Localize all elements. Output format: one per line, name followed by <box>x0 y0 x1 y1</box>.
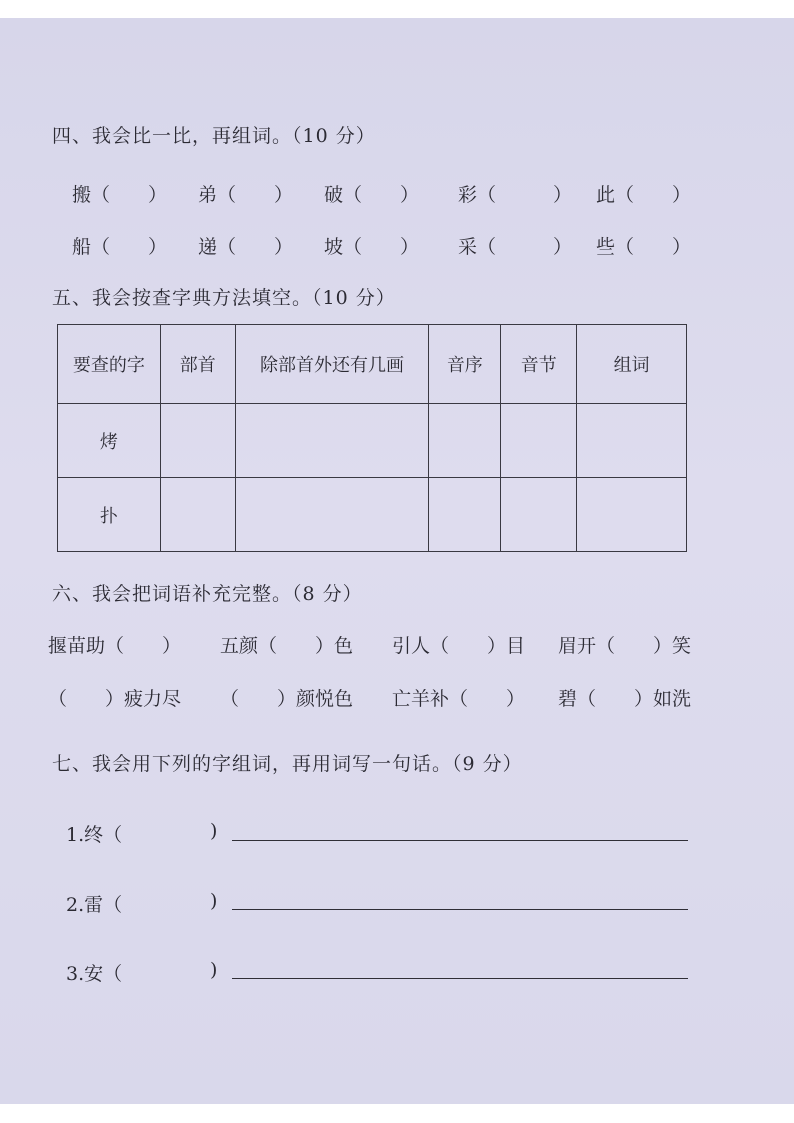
table-row <box>58 478 687 552</box>
s6-idiom: 眉开（ ）笑 <box>558 635 692 657</box>
s7-item-label: 2.雷（ <box>66 894 123 916</box>
section-5-title: 五、我会按查字典方法填空。（10 分） <box>52 287 396 309</box>
s7-item-label: 3.安（ <box>66 963 123 985</box>
s6-idiom: 碧（ ）如洗 <box>558 688 692 710</box>
s6-idiom: 五颜（ ）色 <box>220 635 354 657</box>
answer-line[interactable] <box>232 840 688 841</box>
header-cell: 部首 <box>160 325 235 404</box>
s6-idiom: 亡羊补（ ） <box>392 688 526 710</box>
s4-word: 采（ ） <box>458 236 573 258</box>
s6-idiom: 揠苗助（ ） <box>48 635 182 657</box>
s7-item-close: ) <box>210 890 218 912</box>
answer-cell[interactable] <box>501 404 577 478</box>
s7-item-close: ) <box>210 820 218 842</box>
s4-word: 此（ ） <box>596 184 692 206</box>
s4-word: 船（ ） <box>72 236 168 258</box>
table-header-row <box>58 325 687 404</box>
answer-cell[interactable] <box>235 478 429 552</box>
answer-cell[interactable] <box>577 478 687 552</box>
s6-idiom: （ ）颜悦色 <box>220 688 354 710</box>
section-7-title: 七、我会用下列的字组词，再用词写一句话。（9 分） <box>52 753 523 775</box>
answer-line[interactable] <box>232 978 688 979</box>
s4-word: 彩（ ） <box>458 184 573 206</box>
s7-item-close: ) <box>210 959 218 981</box>
header-cell: 除部首外还有几画 <box>235 325 429 404</box>
answer-cell[interactable] <box>160 404 235 478</box>
answer-cell[interactable] <box>160 478 235 552</box>
header-cell: 音节 <box>501 325 577 404</box>
section-4-title: 四、我会比一比，再组词。（10 分） <box>52 125 376 147</box>
s6-idiom: （ ）疲力尽 <box>48 688 182 710</box>
answer-cell[interactable] <box>429 404 501 478</box>
s4-word: 搬（ ） <box>72 184 168 206</box>
s4-word: 递（ ） <box>198 236 294 258</box>
header-cell: 要查的字 <box>58 325 161 404</box>
answer-cell[interactable] <box>235 404 429 478</box>
section-6-title: 六、我会把词语补充完整。（8 分） <box>52 583 363 605</box>
s7-item-label: 1.终（ <box>66 824 123 846</box>
answer-cell[interactable] <box>429 478 501 552</box>
header-cell: 音序 <box>429 325 501 404</box>
answer-cell[interactable] <box>577 404 687 478</box>
dictionary-table <box>57 324 687 552</box>
s4-word: 破（ ） <box>324 184 420 206</box>
char-cell: 烤 <box>58 404 161 478</box>
table-row <box>58 404 687 478</box>
answer-line[interactable] <box>232 909 688 910</box>
s4-word: 坡（ ） <box>324 236 420 258</box>
char-cell: 扑 <box>58 478 161 552</box>
answer-cell[interactable] <box>501 478 577 552</box>
s6-idiom: 引人（ ）目 <box>392 635 526 657</box>
s4-word: 些（ ） <box>596 236 692 258</box>
s4-word: 弟（ ） <box>198 184 294 206</box>
header-cell: 组词 <box>577 325 687 404</box>
